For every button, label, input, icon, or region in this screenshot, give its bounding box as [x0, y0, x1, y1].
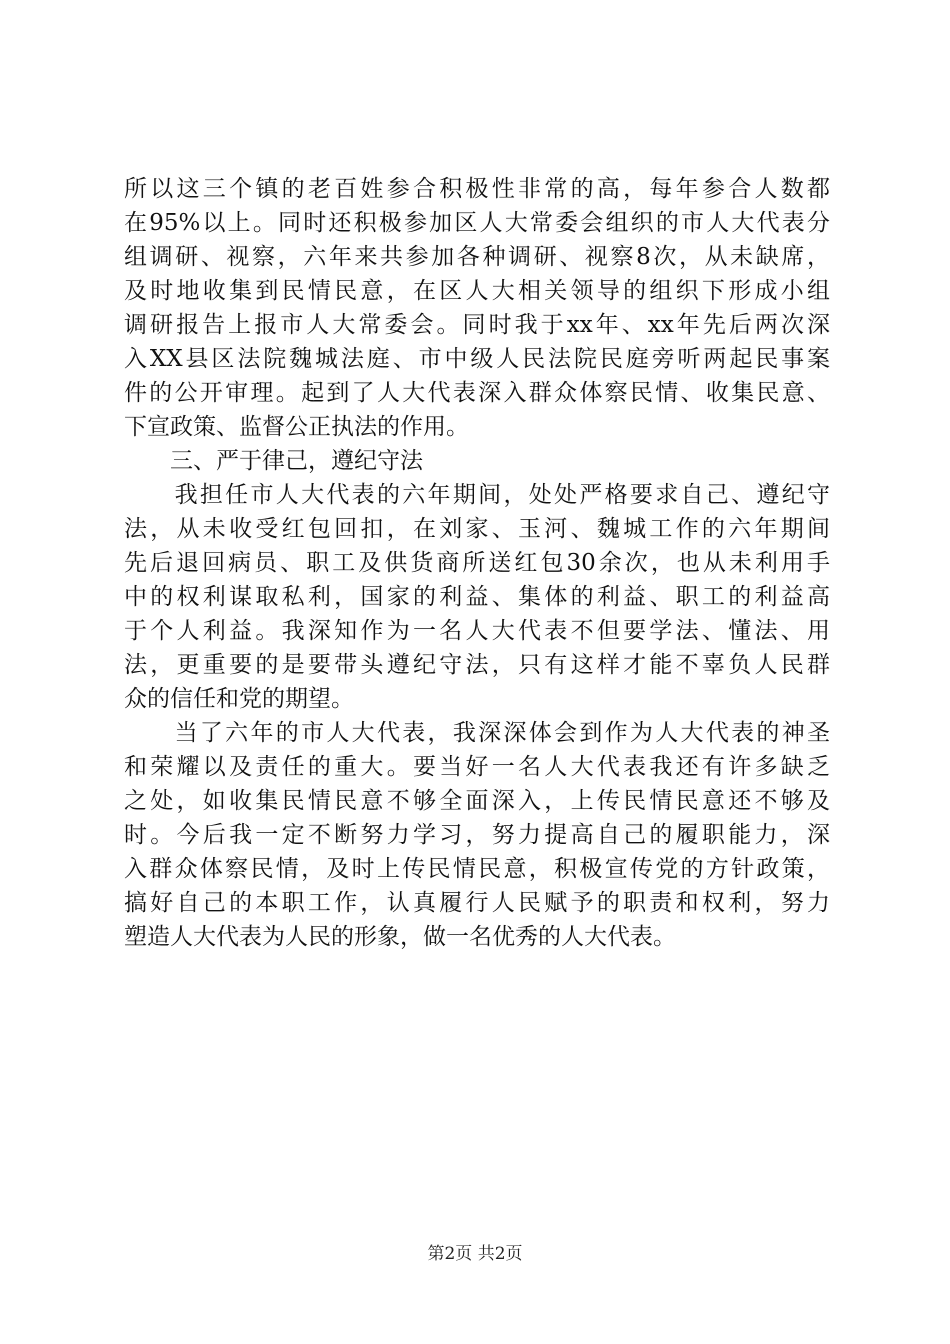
- text-line: 搞好自己的本职工作，认真履行人民赋予的职责和权利，努力: [124, 890, 830, 916]
- text-line: 先后退回病员、职工及供货商所送红包30余次，也从未利用手: [124, 550, 830, 576]
- text-line: 入群众体察民情，及时上传民情民意，积极宣传党的方针政策，: [124, 856, 830, 882]
- section-heading: 三、严于律己，遵纪守法: [124, 448, 423, 474]
- text-line: 及时地收集到民情民意，在区人大相关领导的组织下形成小组: [124, 278, 830, 304]
- text-line: 入XX县区法院魏城法庭、市中级人民法院民庭旁听两起民事案: [124, 346, 830, 372]
- text-line: 所以这三个镇的老百姓参合积极性非常的高，每年参合人数都: [124, 176, 830, 202]
- body-text: [124, 172, 830, 954]
- text-line: 和荣耀以及责任的重大。要当好一名人大代表我还有许多缺乏: [124, 754, 830, 780]
- text-line: 于个人利益。我深知作为一名人大代表不但要学法、懂法、用: [124, 618, 830, 644]
- text-line: 法，从未收受红包回扣，在刘家、玉河、魏城工作的六年期间: [124, 516, 830, 542]
- text-line: 件的公开审理。起到了人大代表深入群众体察民情、收集民意、: [124, 380, 830, 406]
- text-line: 之处，如收集民情民意不够全面深入，上传民情民意还不够及: [124, 788, 830, 814]
- text-line: 法，更重要的是要带头遵纪守法，只有这样才能不辜负人民群: [124, 652, 830, 678]
- text-line: 下宣政策、监督公正执法的作用。: [124, 414, 469, 440]
- text-line: 众的信任和党的期望。: [124, 686, 354, 712]
- page-number-footer: 第2页 共2页: [427, 1244, 523, 1264]
- text-line: 调研报告上报市人大常委会。同时我于xx年、xx年先后两次深: [124, 312, 830, 338]
- text-line: 时。今后我一定不断努力学习，努力提高自己的履职能力，深: [124, 822, 830, 848]
- text-line: 塑造人大代表为人民的形象，做一名优秀的人大代表。: [124, 924, 676, 950]
- text-line: 中的权利谋取私利，国家的利益、集体的利益、职工的利益高: [124, 584, 830, 610]
- text-line: 当了六年的市人大代表，我深深体会到作为人大代表的神圣: [124, 720, 830, 746]
- text-line: 组调研、视察，六年来共参加各种调研、视察8次，从未缺席，: [124, 244, 830, 270]
- text-line: 在95%以上。同时还积极参加区人大常委会组织的市人大代表分: [124, 210, 830, 236]
- text-line: 我担任市人大代表的六年期间，处处严格要求自己、遵纪守: [124, 482, 830, 508]
